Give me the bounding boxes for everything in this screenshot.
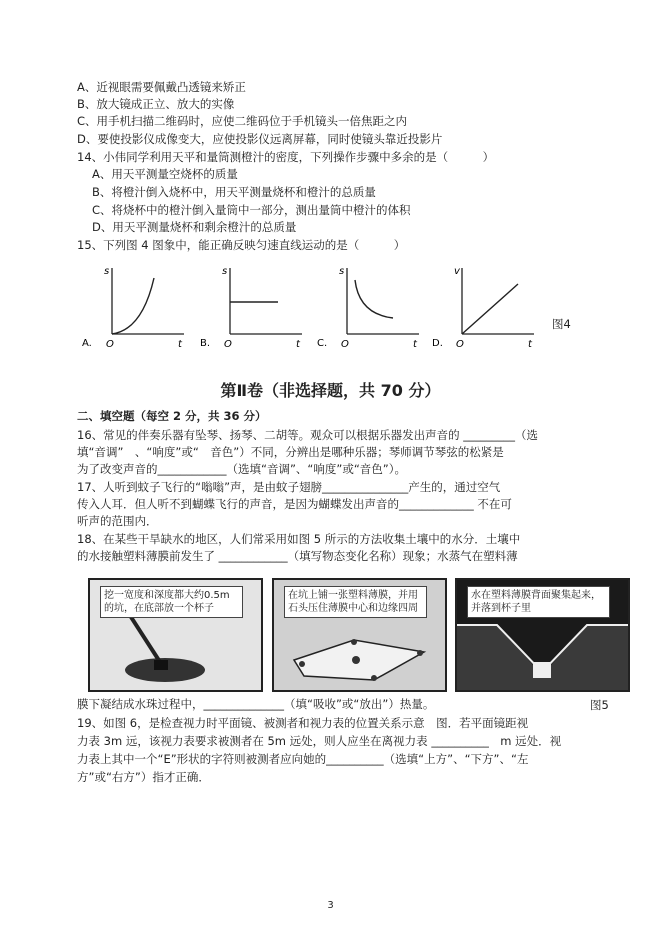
q14-option-a: A、用天平测量空烧杯的质量 — [92, 167, 238, 181]
figure-4-label: 图4 — [552, 317, 571, 331]
graph-a-xaxis: t — [178, 339, 182, 350]
q13-option-c: C、用手机扫描二维码时，应使二维码位于手机镜头一倍焦距之内 — [77, 114, 408, 128]
q13-option-d: D、要使投影仪成像变大，应使投影仪远离屏幕，同时使镜头靠近投影片 — [77, 132, 443, 146]
graph-b-xaxis: t — [296, 339, 300, 350]
q19-line-2: 力表 3m 远，该视力表要求被测者在 5m 远处，则人应坐在离视力表 __________ m 远处．视 — [77, 734, 562, 748]
graph-d — [430, 262, 540, 352]
graph-a-yaxis: s — [104, 266, 110, 277]
graph-c-letter: C. — [317, 338, 328, 349]
q13-option-b: B、放大镜成正立、放大的实像 — [77, 97, 235, 111]
q18-line-2: 的水接触塑料薄膜前发生了 ____________（填写物态变化名称）现象；水蒸气在塑料薄 — [77, 549, 518, 563]
figure-5-caption-1: 挖一宽度和深度都大约0.5m的坑，在底部放一个杯子 — [100, 586, 243, 618]
figure-5-panel-3 — [455, 578, 630, 692]
q14-stem: 14、小伟同学利用天平和量筒测橙汁的密度，下列操作步骤中多余的是（ ） — [77, 150, 495, 164]
q19-line-1: 19、如图 6，是检查视力时平面镜、被测者和视力表的位置关系示意 图．若平面镜距视 — [77, 716, 529, 730]
page-number: 3 — [327, 900, 334, 911]
figure-5-panel-1 — [88, 578, 263, 692]
section2-header: 二、填空题（每空 2 分，共 36 分） — [77, 409, 267, 423]
graph-b — [198, 262, 308, 352]
figure-5-caption-3: 水在塑料薄膜背面聚集起来，并落到杯子里 — [467, 586, 610, 618]
graph-a-origin: O — [106, 339, 114, 350]
graph-d-letter: D. — [432, 338, 443, 349]
graph-d-xaxis: t — [528, 339, 532, 350]
graph-b-yaxis: s — [222, 266, 228, 277]
q18-line-1: 18、在某些干旱缺水的地区，人们常采用如图 5 所示的方法收集土壤中的水分．土壤中 — [77, 532, 521, 546]
q13-option-a: A、近视眼需要佩戴凸透镜来矫正 — [77, 80, 246, 94]
q14-option-d: D、用天平测量烧杯和剩余橙汁的总质量 — [92, 220, 297, 234]
figure-5-label: 图5 — [590, 698, 609, 712]
graph-b-origin: O — [224, 339, 232, 350]
graph-b-letter: B. — [200, 338, 211, 349]
q19-line-4: 方”或“右方”）指才正确． — [77, 770, 210, 784]
graph-d-origin: O — [456, 339, 464, 350]
q16-line-1: 16、常见的伴奏乐器有坠琴、扬琴、二胡等。观众可以根据乐器发出声音的 _________（选 — [77, 428, 539, 442]
q14-option-c: C、将烧杯中的橙汁倒入量筒中一部分，测出量筒中橙汁的体积 — [92, 203, 411, 217]
q16-line-2: 填“音调” 、“响度”或“ 音色”）不同，分辨出是哪种乐器；琴师调节琴弦的松紧是 — [77, 445, 504, 459]
graph-a — [80, 262, 190, 352]
graph-a-letter: A. — [82, 338, 92, 349]
q14-option-b: B、将橙汁倒入烧杯中，用天平测量烧杯和橙汁的总质量 — [92, 185, 376, 199]
graph-c-origin: O — [341, 339, 349, 350]
part2-title: 第Ⅱ卷（非选择题，共 70 分） — [220, 381, 441, 400]
figure-5-panel-2 — [272, 578, 447, 692]
graph-d-yaxis: v — [454, 266, 460, 277]
q15-stem: 15、下列图 4 图象中，能正确反映匀速直线运动的是（ ） — [77, 238, 406, 252]
q17-line-2: 传入人耳．但人听不到蝴蝶飞行的声音，是因为蝴蝶发出声音的_____________ 不在可 — [77, 497, 512, 511]
graph-c-xaxis: t — [413, 339, 417, 350]
q16-line-3: 为了改变声音的____________（选填“音调”、“响度”或“音色”）。 — [77, 462, 406, 476]
figure-5-caption-2: 在坑上铺一张塑料薄膜，并用石头压住薄膜中心和边缘四周 — [284, 586, 427, 618]
q19-line-3: 力表上其中一个“E”形状的字符则被测者应向她的__________（选填“上方”、“下方”、“左 — [77, 752, 529, 766]
graph-c-yaxis: s — [339, 266, 345, 277]
q17-line-1: 17、人听到蚊子飞行的“嗡嗡”声，是由蚊子翅膀_______________产生的，通过空气 — [77, 480, 501, 494]
graph-c — [315, 262, 425, 352]
q17-line-3: 听声的范围内． — [77, 514, 158, 528]
q18-line-3: 膜下凝结成水珠过程中，______________（填“吸收”或“放出”）热量。 — [77, 697, 435, 711]
